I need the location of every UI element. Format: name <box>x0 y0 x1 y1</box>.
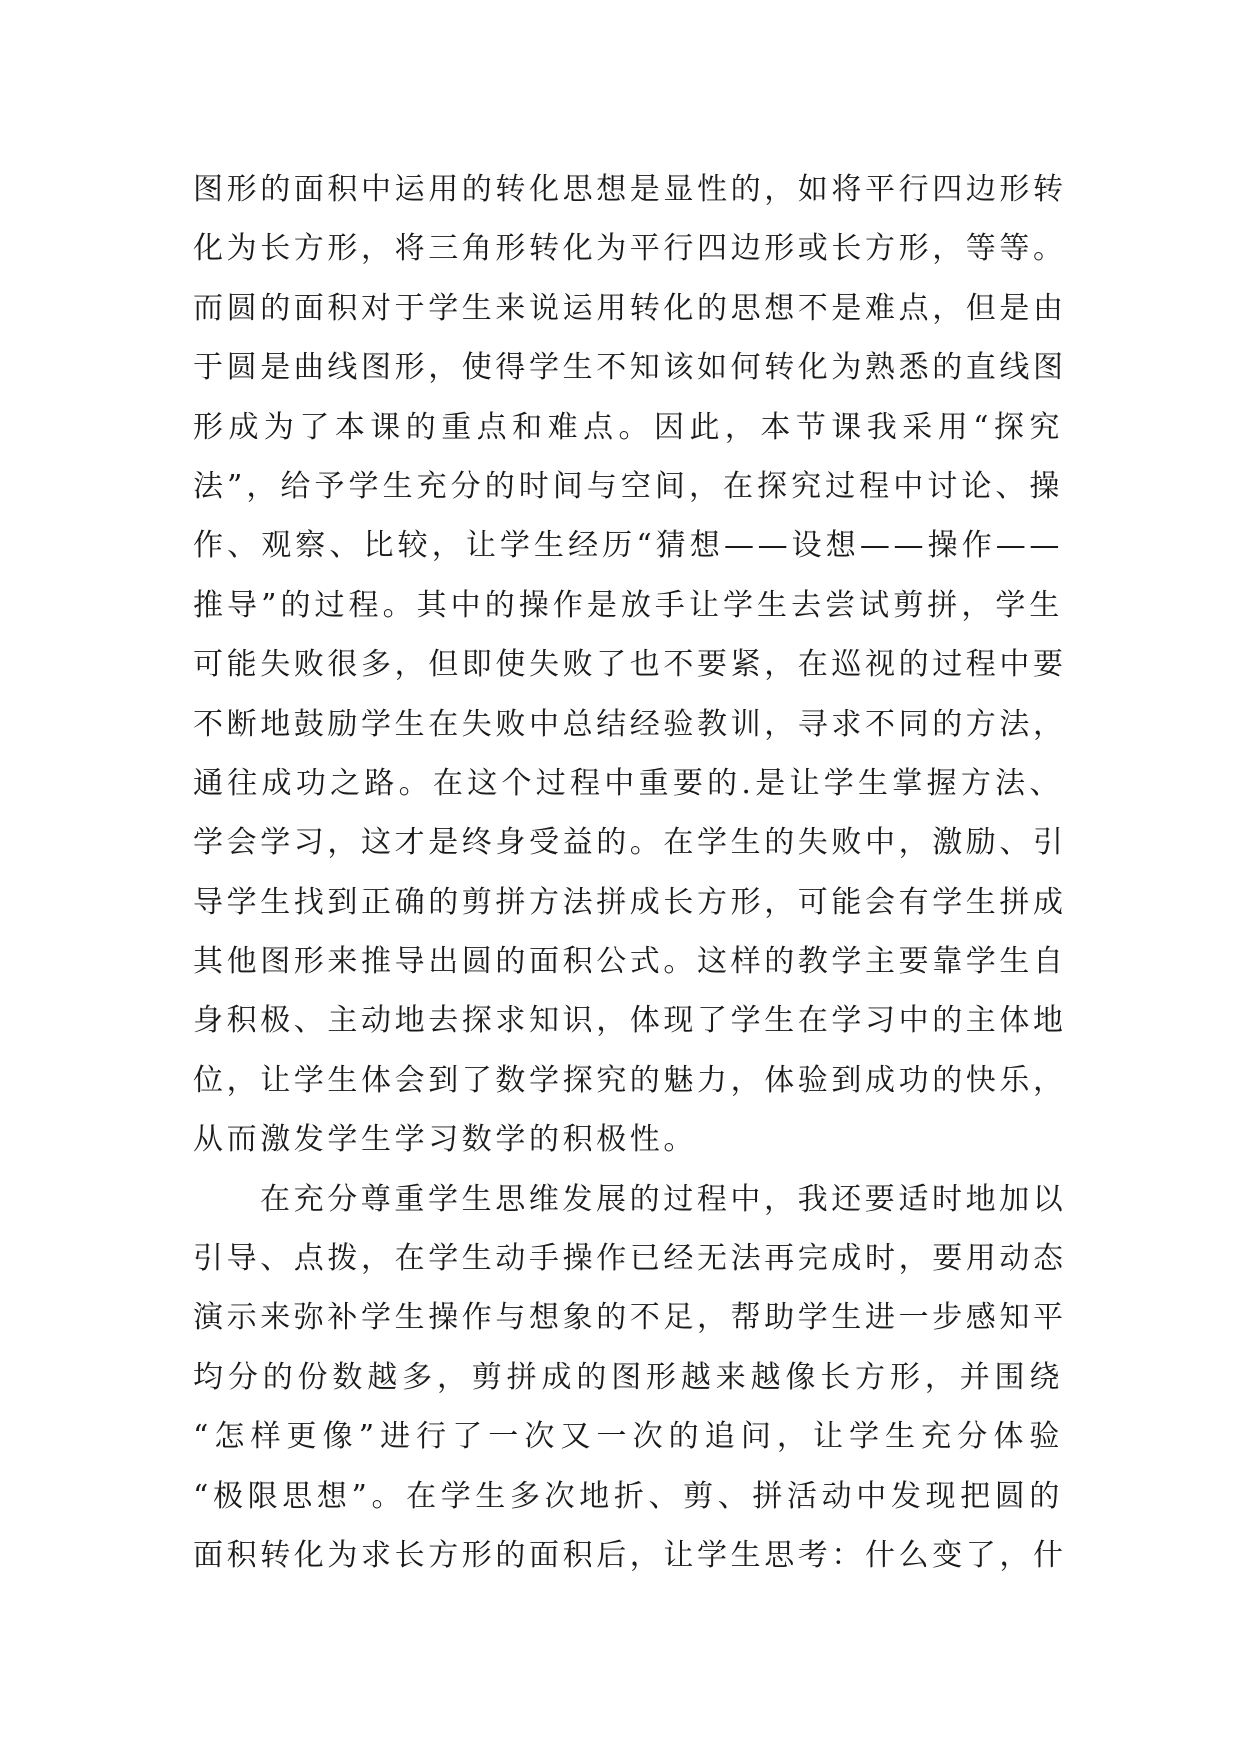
text-line: 均分的份数越多，剪拼成的图形越来越像长方形，并围绕 <box>193 1359 1063 1395</box>
text-line: 图形的面积中运用的转化思想是显性的，如将平行四边形转 <box>193 172 1067 207</box>
text-line: 其他图形来推导出圆的面积公式。这样的教学主要靠学生自 <box>193 944 1067 980</box>
text-line: 作、观察、比较，让学生经历“猜想——设想——操作—— <box>193 528 1063 564</box>
text-line: 不断地鼓励学生在失败中总结经验教训，寻求不同的方法， <box>193 706 1067 742</box>
text-line: 于圆是曲线图形，使得学生不知该如何转化为熟悉的直线图 <box>193 350 1067 386</box>
text-line: 可能失败很多，但即使失败了也不要紧，在巡视的过程中要 <box>193 647 1067 683</box>
text-line: 推导”的过程。其中的操作是放手让学生去尝试剪拼，学生 <box>193 587 1063 623</box>
text-line: 面积转化为求长方形的面积后，让学生思考：什么变了，什 <box>193 1537 1067 1573</box>
text-line: 学会学习，这才是终身受益的。在学生的失败中，激励、引 <box>193 825 1067 861</box>
text-line: 从而激发学生学习数学的积极性。 <box>193 1122 697 1158</box>
text-line: 演示来弥补学生操作与想象的不足，帮助学生进一步感知平 <box>193 1300 1067 1336</box>
text-line: 导学生找到正确的剪拼方法拼成长方形，可能会有学生拼成 <box>193 884 1067 920</box>
text-line: 而圆的面积对于学生来说运用转化的思想不是难点，但是由 <box>193 290 1067 326</box>
body-text <box>193 160 1067 1585</box>
text-line: “极限思想”。在学生多次地折、剪、拼活动中发现把圆的 <box>193 1478 1063 1514</box>
text-line: 通往成功之路。在这个过程中重要的.是让学生掌握方法、 <box>193 765 1063 801</box>
text-line: 引导、点拨，在学生动手操作已经无法再完成时，要用动态 <box>193 1241 1067 1277</box>
text-line: 位，让学生体会到了数学探究的魅力，体验到成功的快乐， <box>193 1062 1067 1098</box>
text-line: 身积极、主动地去探求知识，体现了学生在学习中的主体地 <box>193 1003 1067 1039</box>
text-line: 化为长方形，将三角形转化为平行四边形或长方形，等等。 <box>193 231 1067 267</box>
text-line: “怎样更像”进行了一次又一次的追问，让学生充分体验 <box>193 1419 1063 1455</box>
paragraph-first-line: 在充分尊重学生思维发展的过程中，我还要适时地加以 <box>260 1181 1067 1217</box>
text-line: 形成为了本课的重点和难点。因此，本节课我采用“探究 <box>193 409 1063 445</box>
text-line: 法”，给予学生充分的时间与空间，在探究过程中讨论、操 <box>193 468 1063 504</box>
